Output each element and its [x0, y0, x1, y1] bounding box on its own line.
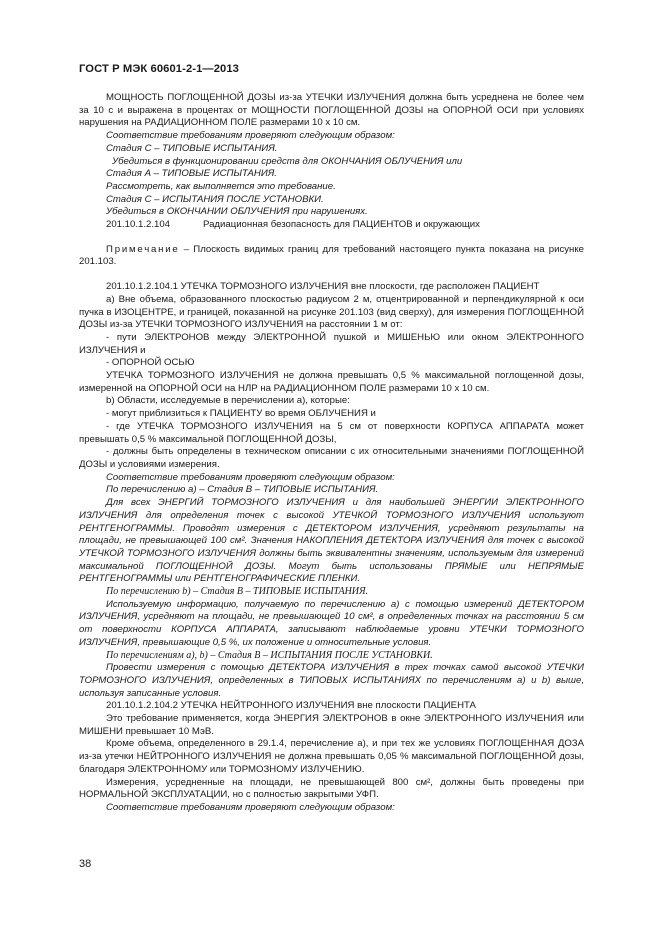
list-item: - должны быть определены в техническом описании с их относительными значениями ПОГЛОЩЕННОЙ ДОЗЫ и условиями измерения.	[79, 446, 584, 470]
compliance-line: По перечислениям а), b) – Стадия В – ИСПЫТАНИЯ ПОСЛЕ УСТАНОВКИ.	[106, 649, 433, 661]
list-item: - ОПОРНОЙ ОСЬЮ	[106, 357, 195, 369]
paragraph: а) Вне объема, образованного плоскостью радиусом 2 м, отцентрированной и перпендикулярной к оси пучка в ИЗОЦЕНТРЕ, и границей, показанной на рисунке 201.103 (вид сверху), для измерения ПОГЛОЩЕННОЙ ДОЗЫ из-за УТЕЧКИ ТОРМОЗНОГО ИЗЛУЧЕНИЯ на расстоянии 1 м от:	[79, 293, 584, 331]
compliance-line: Соответствие требованиям проверяют следующим образом:	[106, 130, 395, 142]
note	[79, 244, 584, 269]
compliance-line: Рассмотреть, как выполняется это требование.	[106, 180, 336, 192]
note-label: Примечание	[106, 243, 180, 255]
compliance-line: Соответствие требованиям проверяют следующим образом:	[106, 801, 395, 813]
compliance-line: Стадия С – ИСПЫТАНИЯ ПОСЛЕ УСТАНОВКИ.	[106, 193, 324, 205]
compliance-line: Стадия С – ТИПОВЫЕ ИСПЫТАНИЯ.	[106, 142, 278, 154]
section-heading-104	[79, 219, 584, 232]
compliance-line: Убедиться в ОКОНЧАНИИ ОБЛУЧЕНИЯ при нарушениях.	[106, 206, 368, 218]
paragraph: Это требование применяется, когда ЭНЕРГИЯ ЭЛЕКТРОНОВ в окне ЭЛЕКТРОННОГО ИЗЛУЧЕНИЯ или МИШЕНИ превышает 10 МэВ.	[79, 713, 584, 737]
compliance-paragraph: Для всех ЭНЕРГИЙ ТОРМОЗНОГО ИЗЛУЧЕНИЯ и для наибольшей ЭНЕРГИИ ЭЛЕКТРОННОГО ИЗЛУЧЕНИЯ для определения точек с высокой УТЕЧКОЙ ТОРМОЗНОГО ИЗЛУЧЕНИЯ используют РЕНТГЕНОГРАММЫ. Проводят измерения с ДЕТЕКТОРОМ ИЗЛУЧЕНИЯ, усредняют результаты на площади, не превышающей 100 см². Значения НАКОПЛЕНИЯ ДЕТЕКТОРА ИЗЛУЧЕНИЯ для точек с высокой УТЕЧКОЙ ТОРМОЗНОГО ИЗЛУЧЕНИЯ должны быть эквивалентны значениям, используемым для измерений максимальной ПОГЛОЩЕННОЙ ДОЗЫ. Могут быть использованы ПРЯМЫЕ или НЕПРЯМЫЕ РЕНТГЕНОГРАММЫ или РЕНТГЕНОГРАФИЧЕСКИЕ ПЛЕНКИ.	[79, 497, 584, 585]
page-number: 38	[79, 858, 92, 870]
list-item: - где УТЕЧКА ТОРМОЗНОГО ИЗЛУЧЕНИЯ на 5 см от поверхности КОРПУСА АППАРАТА может превышать 0,5 % максимальной ПОГЛОЩЕННОЙ ДОЗЫ,	[79, 420, 584, 445]
paragraph: Измерения, усредненные на площади, не превышающей 800 см², должны быть проведены при НОРМАЛЬНОЙ ЭКСПЛУАТАЦИИ, но с полностью закрытыми УФП.	[79, 776, 584, 801]
list-item: - пути ЭЛЕКТРОНОВ между ЭЛЕКТРОННОЙ пушкой и МИШЕНЬЮ или окном ЭЛЕКТРОННОГО ИЗЛУЧЕНИЯ и	[79, 331, 584, 356]
paragraph: Кроме объема, определенного в 29.1.4, перечисление а), и при тех же условиях ПОГЛОЩЕННАЯ ДОЗА из-за утечки НЕЙТРОННОГО ИЗЛУЧЕНИЯ не должна превышать 0,05 % максимальной ПОГЛОЩЕННОЙ дозы, благодаря ЭЛЕКТРОННОМУ или ТОРМОЗНОМУ ИЗЛУЧЕНИЮ.	[79, 738, 584, 775]
document-header: ГОСТ Р МЭК 60601-2-1—2013	[79, 63, 240, 75]
paragraph: b) Области, исследуемые в перечислении а), которые:	[106, 395, 350, 407]
compliance-line: По перечислению а) – Стадия В – ТИПОВЫЕ ИСПЫТАНИЯ.	[106, 484, 379, 496]
paragraph: УТЕЧКА ТОРМОЗНОГО ИЗЛУЧЕНИЯ не должна превышать 0,5 % максимальной поглощенной дозы, измеренной на ОПОРНОЙ ОСИ на НЛР на РАДИАЦИОННОМ ПОЛЕ размерами 10 х 10 см.	[79, 370, 584, 394]
section-heading-104-1: 201.10.1.2.104.1 УТЕЧКА ТОРМОЗНОГО ИЗЛУЧЕНИЯ вне плоскости, где расположен ПАЦИЕНТ	[106, 281, 540, 293]
compliance-line: По перечислению b) – Стадия В – ТИПОВЫЕ ИСПЫТАНИЯ.	[106, 586, 369, 598]
section-heading-104-2: 201.10.1.2.104.2 УТЕЧКА НЕЙТРОННОГО ИЗЛУЧЕНИЯ вне плоскости ПАЦИЕНТА	[106, 700, 476, 712]
compliance-line: Убедиться в функционировании средств для ОКОНЧАНИЯ ОБЛУЧЕНИЯ или	[112, 155, 463, 167]
document-body	[79, 92, 584, 815]
section-title: Радиационная безопасность для ПАЦИЕНТОВ и окружающих	[203, 219, 480, 231]
note-text: – Плоскость видимых границ для требований настоящего пункта показана на рисунке 201.103.	[79, 243, 584, 268]
compliance-line: Стадия А – ТИПОВЫЕ ИСПЫТАНИЯ.	[106, 168, 277, 180]
paragraph: МОЩНОСТЬ ПОГЛОЩЕННОЙ ДОЗЫ из-за УТЕЧКИ ИЗЛУЧЕНИЯ должна быть усреднена не более чем за 10 с и выражена в процентах от МОЩНОСТИ ПОГЛОЩЕННОЙ ДОЗЫ на ОПОРНОЙ ОСИ при условиях нарушения на РАДИАЦИОННОМ ПОЛЕ размерами 10 х 10 см.	[79, 92, 584, 129]
section-number: 201.10.1.2.104	[106, 219, 171, 231]
compliance-line: Соответствие требованиям проверяют следующим образом:	[106, 471, 395, 483]
list-item: - могут приблизиться к ПАЦИЕНТУ во время ОБЛУЧЕНИЯ и	[106, 408, 376, 420]
compliance-paragraph: Провести измерения с помощью ДЕТЕКТОРА ИЗЛУЧЕНИЯ в трех точках самой высокой УТЕЧКИ ТОРМОЗНОГО ИЗЛУЧЕНИЯ, определенных в ТИПОВЫХ ИСПЫТАНИЯХ по перечислениям а) и b) выше, используя записанные условия.	[79, 662, 584, 699]
compliance-paragraph: Используемую информацию, получаемую по перечислению а) с помощью измерений ДЕТЕКТОРОМ ИЗЛУЧЕНИЯ, усредняют на площади, не превышающей 10 см², в определенных точках на расстоянии 5 см от поверхности КОРПУСА АППАРАТА, записывают наблюдаемые уровни УТЕЧКИ ТОРМОЗНОГО ИЗЛУЧЕНИЯ, превышающие 0,5 %, их положение и относительные условия.	[79, 598, 584, 648]
